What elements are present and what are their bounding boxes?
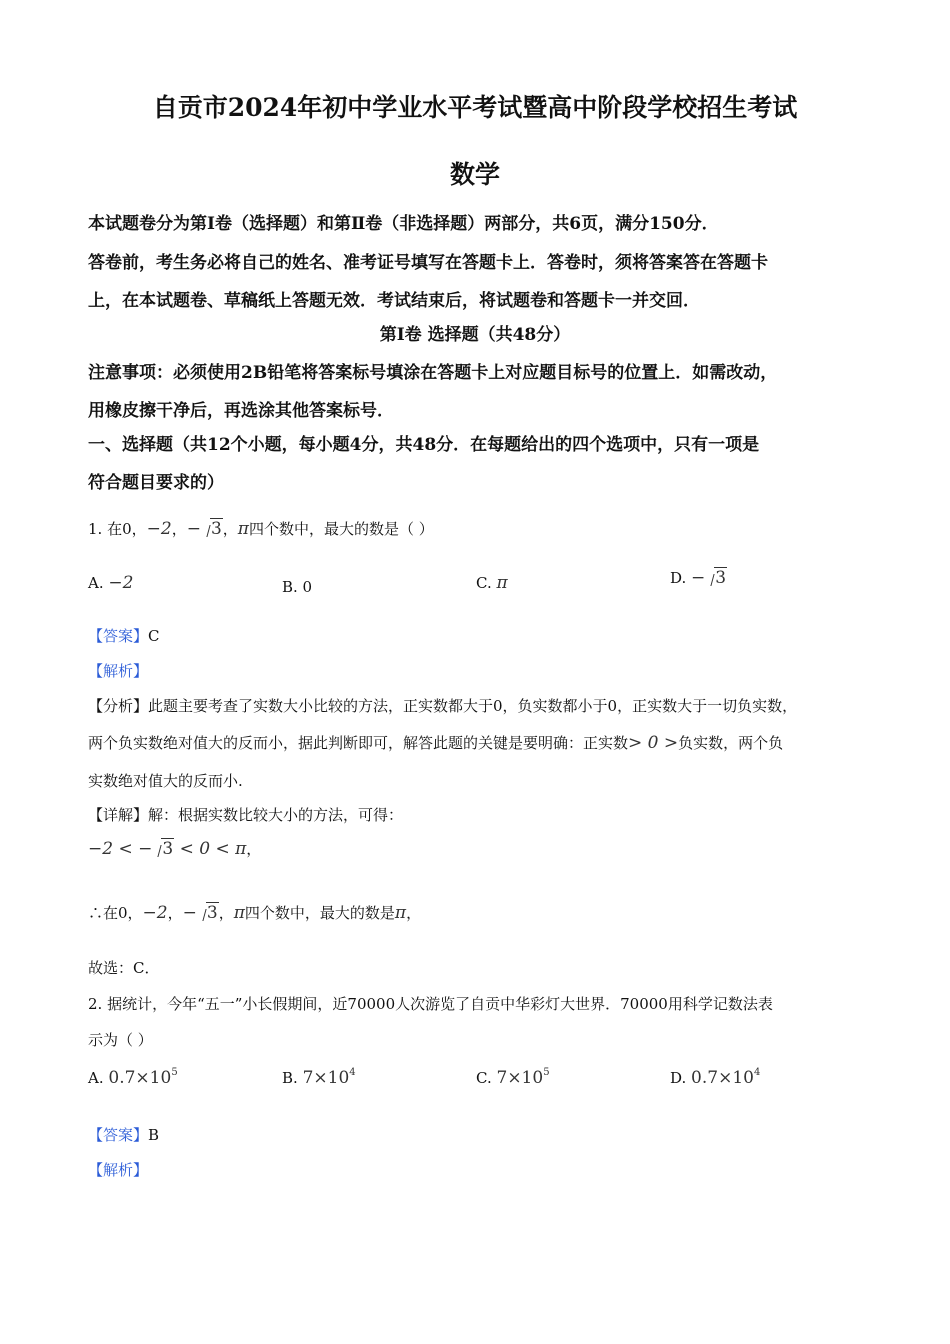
exponent: 4 xyxy=(349,1067,356,1078)
sqrt-symbol xyxy=(152,839,174,859)
option-label: B. xyxy=(282,1069,298,1087)
q2-option-a[interactable] xyxy=(88,1068,178,1088)
q1-suffix: 四个数中，最大的数是（ ） xyxy=(248,520,434,538)
q1-math-pi: π xyxy=(237,519,249,539)
sqrt-symbol xyxy=(201,519,223,539)
fenxi-tag: 【分析】 xyxy=(88,697,149,715)
math-pi: π xyxy=(394,903,407,923)
math-neg2: −2 xyxy=(142,903,168,923)
exponent: 5 xyxy=(543,1067,550,1078)
q2-answer xyxy=(88,1124,159,1145)
exam-title: 自贡市2024年初中学业水平考试暨高中阶段学校招生考试 xyxy=(152,93,798,122)
q1-answer xyxy=(88,625,160,646)
answer-value: B xyxy=(148,1126,160,1144)
q1-fenxi-line-1 xyxy=(88,695,797,716)
q1-sep-2: ， xyxy=(222,520,238,538)
minus-sign: − xyxy=(182,903,197,923)
therefore-end: ， xyxy=(406,904,422,922)
q1-option-c[interactable] xyxy=(476,573,508,593)
intro-line-2: 答卷前，考生务必将自己的姓名、准考证号填写在答题卡上．答卷时，须将答案答在答题卡 xyxy=(88,253,768,273)
q1-fenxi-line-2 xyxy=(88,732,783,753)
notice-line-2: 用橡皮擦干净后，再选涂其他答案标号． xyxy=(88,401,394,421)
fenxi-text: 两个负实数绝对值大的反而小，据此判断即可，解答此题的关键是要明确：正实数 xyxy=(88,734,629,752)
option-value xyxy=(691,568,727,588)
inequality-math xyxy=(88,839,246,859)
detail-tag: 【详解】 xyxy=(88,806,149,824)
q2-option-b[interactable] xyxy=(282,1068,356,1088)
fenxi-text: 此题主要考查了实数大小比较的方法，正实数都大于0，负实数都小于0，正实数大于一切负实数， xyxy=(148,697,798,715)
option-label: A. xyxy=(88,574,104,592)
option-value xyxy=(303,1068,356,1088)
math-neg-sqrt3 xyxy=(183,903,219,923)
q1-detail-line xyxy=(88,804,403,825)
answer-tag: 【答案】 xyxy=(88,627,149,645)
notice-line-1: 注意事项：必须使用2B铅笔将答案标号填涂在答题卡上对应题目标号的位置上．如需改动， xyxy=(88,363,778,383)
sep: ， xyxy=(167,904,183,922)
q1-radicand: 3 xyxy=(210,519,222,539)
option-label: C. xyxy=(476,1069,492,1087)
exponent: 5 xyxy=(171,1067,178,1078)
question-1-stem xyxy=(88,518,434,539)
base: 0.7×10 xyxy=(108,1068,172,1088)
part-heading-1: 一、选择题（共12个小题，每小题4分，共48分．在每题给出的四个选项中，只有一项是 xyxy=(88,435,760,455)
q1-inequality xyxy=(88,838,261,859)
q2-analysis-tag: 【解析】 xyxy=(88,1161,149,1179)
q1-sep: ， xyxy=(171,520,187,538)
therefore-mid: 四个数中，最大的数是 xyxy=(244,904,395,922)
ineq-end: ， xyxy=(246,840,262,858)
q1-option-a[interactable] xyxy=(88,573,133,593)
radicand: 3 xyxy=(715,568,727,588)
base: 0.7×10 xyxy=(691,1068,754,1088)
q1-prefix: 1. 在0， xyxy=(88,520,147,538)
sep: ， xyxy=(218,904,234,922)
intro-line-1: 本试题卷分为第Ⅰ卷（选择题）和第Ⅱ卷（非选择题）两部分，共6页，满分150分． xyxy=(88,214,719,234)
question-2-stem-line-1: 2. 据统计，今年“五一”小长假期间，近70000人次游览了自贡中华彩灯大世界．70000用科学记数法表 xyxy=(88,995,773,1013)
subject-title: 数学 xyxy=(449,160,500,189)
radicand: 3 xyxy=(206,903,218,923)
q2-option-d[interactable] xyxy=(670,1068,760,1088)
q1-option-b[interactable]: B. 0 xyxy=(282,578,313,596)
option-value xyxy=(497,1068,550,1088)
fenxi-text: 负实数，两个负 xyxy=(678,734,784,752)
q1-minus: − xyxy=(186,519,201,539)
math-pi: π xyxy=(233,903,245,923)
answer-value: C xyxy=(148,627,160,645)
q1-fenxi-line-3: 实数绝对值大的反而小. xyxy=(88,772,243,790)
ineq-right: < 0 < π xyxy=(174,839,247,859)
fenxi-math: > 0 > xyxy=(628,733,679,753)
option-value: π xyxy=(496,573,508,593)
ineq-left: −2 < − xyxy=(88,839,153,859)
section-heading: 第Ⅰ卷 选择题（共48分） xyxy=(379,325,571,345)
option-value xyxy=(691,1068,760,1088)
part-heading-2: 符合题目要求的） xyxy=(88,473,224,493)
q1-choose: 故选：C． xyxy=(88,959,160,977)
option-label: D. xyxy=(670,569,687,587)
option-value: −2 xyxy=(108,573,134,593)
option-label: A. xyxy=(88,1069,104,1087)
sqrt-symbol xyxy=(197,903,219,923)
option-value xyxy=(108,1068,177,1088)
q1-math-neg-sqrt3 xyxy=(187,519,223,539)
base: 7×10 xyxy=(496,1068,544,1088)
q1-therefore xyxy=(88,902,421,923)
option-label: D. xyxy=(670,1069,687,1087)
q1-analysis-tag: 【解析】 xyxy=(88,662,149,680)
answer-tag: 【答案】 xyxy=(88,1126,149,1144)
therefore-prefix: ∴在0， xyxy=(88,904,143,922)
base: 7×10 xyxy=(302,1068,350,1088)
minus-sign: − xyxy=(691,568,706,588)
q2-option-c[interactable] xyxy=(476,1068,550,1088)
q1-math-neg2: −2 xyxy=(146,519,172,539)
radicand: 3 xyxy=(162,839,174,859)
exponent: 4 xyxy=(753,1067,761,1078)
question-2-stem-line-2: 示为（ ） xyxy=(88,1031,153,1049)
q1-option-d[interactable] xyxy=(670,568,727,588)
intro-line-3: 上，在本试题卷、草稿纸上答题无效．考试结束后，将试题卷和答题卡一并交回． xyxy=(88,291,700,311)
option-label: C. xyxy=(476,574,492,592)
detail-text: 解：根据实数比较大小的方法，可得： xyxy=(148,806,404,824)
sqrt-symbol xyxy=(705,568,727,588)
